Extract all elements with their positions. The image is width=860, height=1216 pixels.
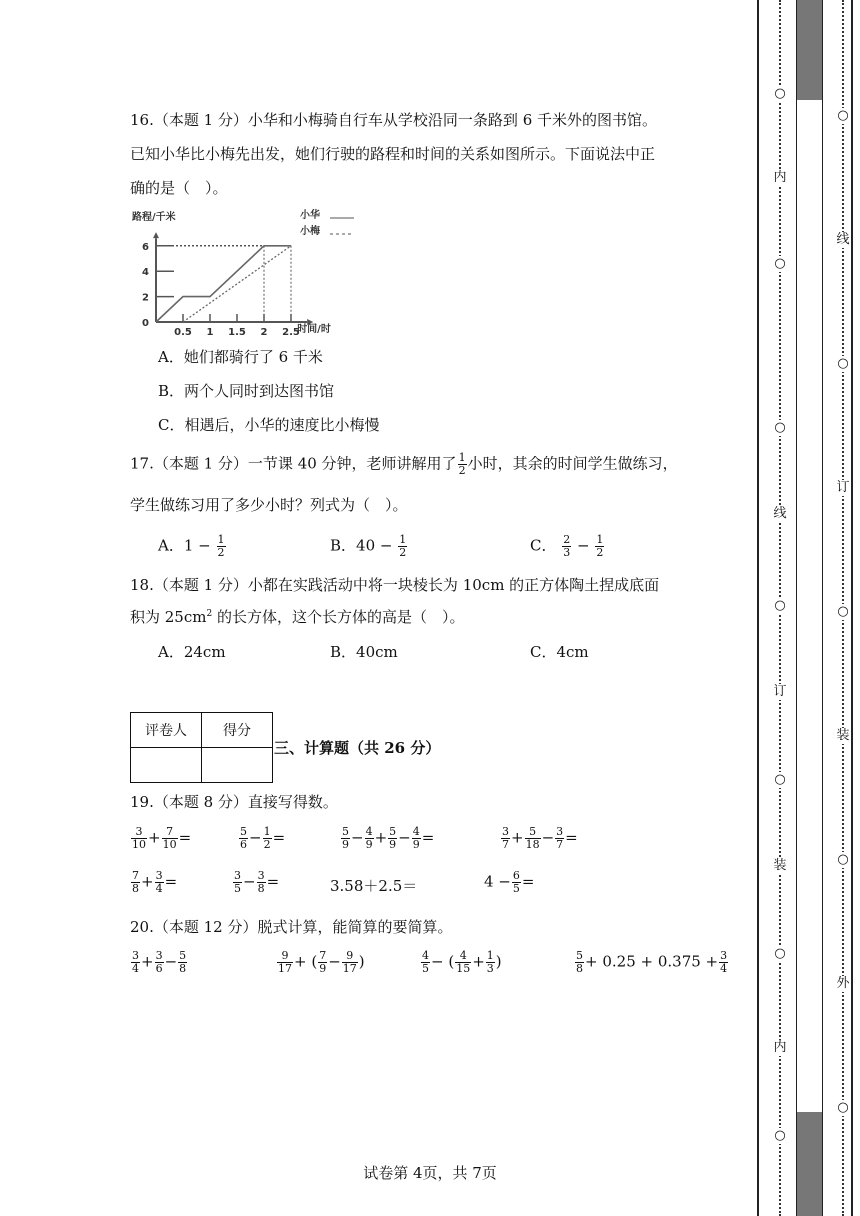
binding-label: 线 — [773, 506, 787, 521]
q16-option-a: A．她们都骑行了 6 千米 — [158, 348, 323, 366]
binding-border-left — [757, 0, 759, 1216]
binding-strip — [796, 0, 823, 1216]
score-table-grader-cell — [131, 748, 202, 783]
x-tick-label: 1 — [206, 327, 214, 338]
q17-line1: 17.（本题 1 分）一节课 40 分钟，老师讲解用了 $\frac{1}{2}$ 小时，其余的时间学生做练习， — [130, 451, 678, 477]
binding-circle-icon: ○ — [772, 1128, 788, 1144]
q20-expr-1: $\frac{3}{4}$ + $\frac{3}{6}$ − $\frac{5}{8}$ — [132, 949, 187, 975]
q17-option-c: C． $\frac{2}{3}$ − $\frac{1}{2}$ — [530, 533, 604, 559]
binding-circle-icon: ○ — [835, 1100, 851, 1116]
q19-expr-3: $\frac{5}{9}$ − $\frac{4}{9}$ + $\frac{5}{9}$ − $\frac{4}{9}$ = — [342, 825, 435, 851]
q20-expr-4: $\frac{5}{8}$ + 0.25 + 0.375 + $\frac{3}{4}$ — [576, 949, 728, 975]
q18-option-a: A．24cm — [158, 643, 226, 661]
x-tick-label: 2 — [260, 327, 268, 338]
binding-gray-bottom — [797, 1112, 822, 1216]
q19-expr-4: $\frac{3}{7}$ + $\frac{5}{18}$ − $\frac{3}{7}$ = — [502, 825, 578, 851]
q17-option-a: A．1 − $\frac{1}{2}$ — [158, 533, 225, 559]
binding-circle-icon: ○ — [772, 86, 788, 102]
binding-label: 订 — [773, 684, 787, 699]
q18-line2: 积为 $25cm^2$ 的长方体，这个长方体的高是（ ）。 — [130, 608, 465, 626]
binding-circle-icon: ○ — [772, 256, 788, 272]
x-tick-label: 0.5 — [174, 327, 192, 338]
binding-label: 装 — [773, 858, 787, 873]
legend-label: 小华 — [300, 210, 320, 221]
binding-circle-icon: ○ — [835, 356, 851, 372]
binding-circle-icon: ○ — [835, 604, 851, 620]
y-tick-label: 6 — [142, 241, 149, 253]
binding-label: 订 — [836, 480, 850, 495]
y-tick-label: 0 — [142, 318, 149, 329]
score-table-grader-header: 评卷人 — [131, 713, 202, 748]
distance-time-chart — [128, 206, 368, 338]
series-line-2 — [183, 246, 291, 322]
binding-circle-icon: ○ — [772, 772, 788, 788]
q19-expr-6: $\frac{3}{5}$ − $\frac{3}{8}$ = — [234, 869, 280, 895]
q19-expr-5: $\frac{7}{8}$ + $\frac{3}{4}$ = — [132, 869, 178, 895]
series-line-1 — [156, 246, 291, 322]
page-footer: 试卷第 4页，共 7页 — [363, 1164, 497, 1182]
y-axis-label: 路程/千米 — [132, 212, 176, 223]
q19-expr-1: $\frac{3}{10}$ + $\frac{7}{10}$ = — [132, 825, 192, 851]
q16-option-b: B．两个人同时到达图书馆 — [158, 382, 335, 400]
x-axis-label: 时间/时 — [297, 324, 331, 335]
binding-gray-top — [797, 0, 822, 100]
y-axis-arrow — [153, 232, 159, 238]
binding-circle-icon: ○ — [772, 946, 788, 962]
y-tick-label: 4 — [142, 267, 149, 279]
binding-label: 外 — [836, 976, 850, 991]
q17-option-b: B．40 − $\frac{1}{2}$ — [330, 533, 407, 559]
binding-circle-icon: ○ — [772, 420, 788, 436]
binding-label: 内 — [773, 170, 787, 185]
q18-option-c: C．4cm — [530, 643, 589, 661]
q20-expr-3: $\frac{4}{5}$ − ( $\frac{4}{15}$ + $\frac{1}{3}$ ) — [422, 949, 502, 975]
binding-label: 内 — [773, 1040, 787, 1055]
score-table-score-cell — [202, 748, 273, 783]
binding-label: 装 — [836, 728, 850, 743]
q20-title: 20.（本题 12 分）脱式计算，能简算的要简算。 — [130, 918, 453, 936]
q18-option-b: B．40cm — [330, 643, 398, 661]
binding-label: 线 — [836, 232, 850, 247]
section3-title: 三、计算题（共 26 分） — [274, 739, 441, 757]
y-tick-label: 2 — [142, 292, 149, 304]
q19-expr-7: 3.58＋2.5＝ — [330, 877, 418, 895]
binding-circle-icon: ○ — [772, 598, 788, 614]
legend-label: 小梅 — [300, 226, 320, 237]
q20-expr-2: $\frac{9}{17}$ + ( $\frac{7}{9}$ − $\frac{9}{17}$ ) — [278, 949, 365, 975]
q16-line1: 16.（本题 1 分）小华和小梅骑自行车从学校沿同一条路到 6 千米外的图书馆。 — [130, 111, 658, 129]
q16-line2: 已知小华比小梅先出发，她们行驶的路程和时间的关系如图所示。下面说法中正 — [130, 145, 656, 163]
q19-expr-2: $\frac{5}{6}$ − $\frac{1}{2}$ = — [240, 825, 286, 851]
q19-expr-8: 4 − $\frac{6}{5}$ = — [484, 869, 535, 895]
binding-border-right — [851, 0, 853, 1216]
score-table — [130, 712, 273, 783]
x-tick-label: 1.5 — [228, 327, 246, 338]
q16-line3: 确的是（ ）。 — [130, 179, 228, 197]
binding-circle-icon: ○ — [835, 852, 851, 868]
q19-title: 19.（本题 8 分）直接写得数。 — [130, 793, 338, 811]
binding-circle-icon: ○ — [835, 108, 851, 124]
q16-option-c: C．相遇后，小华的速度比小梅慢 — [158, 416, 380, 434]
score-table-score-header: 得分 — [202, 713, 273, 748]
x-tick-label: 2.5 — [282, 327, 300, 338]
q17-line2: 学生做练习用了多少小时？列式为（ ）。 — [130, 496, 408, 514]
q18-line1: 18.（本题 1 分）小都在实践活动中将一块棱长为 10cm 的正方体陶土捏成底面 — [130, 576, 660, 594]
